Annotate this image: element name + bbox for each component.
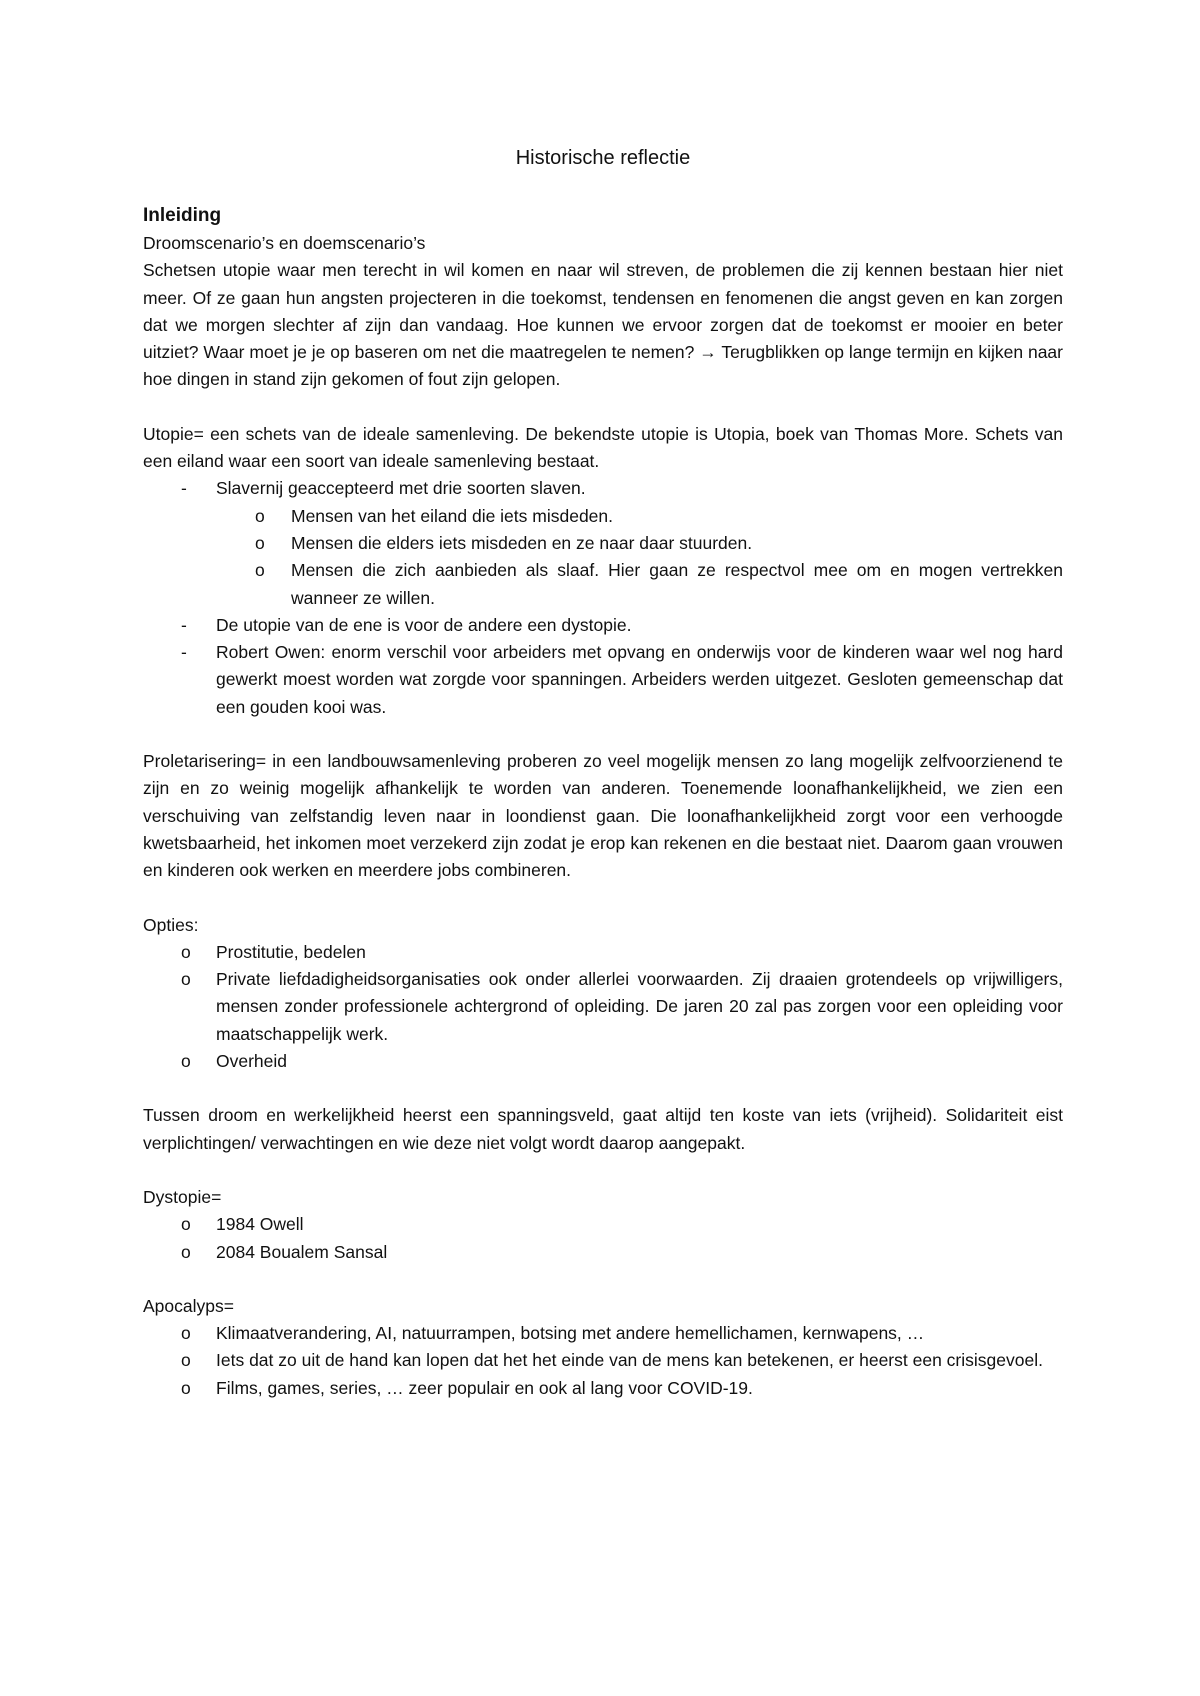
optie-text: Private liefdadigheidsorganisaties ook onder allerlei voorwaarden. Zij draaien grotendeels op vrijwilligers, mensen zonder professionele achtergrond of opleiding. De jaren 20 zal pas zorgen voor een opleiding voor maatschappelijk werk. bbox=[216, 969, 1063, 1044]
intro-paragraph: Schetsen utopie waar men terecht in wil komen en naar wil streven, de problemen die zij kennen bestaan hier niet meer. Of ze gaan hun angsten projecteren in die toekomst, tendensen en fenomenen die angst geven en kan zorgen dat we morgen slechter af zijn dan vandaag. Hoe kunnen we ervoor zorgen dat de toekomst er mooier en beter uitziet? Waar moet je je op baseren om net die maatregelen te nemen? → Terugblikken op lange termijn en kijken naar hoe dingen in stand zijn gekomen of fout zijn gelopen. bbox=[143, 260, 1063, 390]
owen-text: Robert Owen: enorm verschil voor arbeiders met opvang en onderwijs voor de kinderen waar wel nog hard gewerkt moest worden wat zorgde voor spanningen. Arbeiders werden uitgezet. Gesloten gemeenschap dat een gouden kooi was. bbox=[216, 642, 1063, 717]
list-item bbox=[143, 557, 1063, 612]
apocalyps-text: Iets dat zo uit de hand kan lopen dat het het einde van de mens kan betekenen, er heerst een crisisgevoel. bbox=[216, 1350, 1043, 1371]
bullet-marker: o bbox=[181, 1241, 191, 1262]
optie-text: Overheid bbox=[216, 1051, 288, 1072]
apocalyps-label: Apocalyps= bbox=[143, 1295, 234, 1316]
bullet-marker: o bbox=[181, 969, 191, 990]
dash-marker: - bbox=[181, 642, 187, 663]
list-item bbox=[143, 639, 1063, 721]
dash-marker: - bbox=[181, 478, 187, 499]
list-item bbox=[143, 1320, 1063, 1347]
list-item bbox=[143, 1239, 1063, 1266]
dystopie-text: 2084 Boualem Sansal bbox=[216, 1241, 388, 1262]
dystopie-label: Dystopie= bbox=[143, 1186, 222, 1207]
bullet-marker: o bbox=[181, 1323, 191, 1344]
bullet-marker: o bbox=[255, 505, 265, 526]
list-item bbox=[143, 1048, 1063, 1075]
list-item bbox=[143, 530, 1063, 557]
bullet-marker: o bbox=[255, 560, 265, 581]
utopie-definition: Utopie= een schets van de ideale samenleving. De bekendste utopie is Utopia, boek van Thomas More. Schets van een eiland waar een soort van ideale samenleving bestaat. bbox=[143, 423, 1063, 472]
slave-type-text: Mensen van het eiland die iets misdeden. bbox=[291, 505, 614, 526]
bullet-marker: o bbox=[181, 1350, 191, 1371]
slave-type-text: Mensen die zich aanbieden als slaaf. Hier gaan ze respectvol mee om en mogen vertrekken wanneer ze willen. bbox=[291, 560, 1063, 608]
section-subtitle: Droomscenario’s en doemscenario’s bbox=[143, 233, 426, 253]
list-item bbox=[143, 1375, 1063, 1402]
list-item bbox=[143, 939, 1063, 966]
list-item bbox=[143, 612, 1063, 639]
dash-marker: - bbox=[181, 614, 187, 635]
bullet-marker: o bbox=[181, 941, 191, 962]
bullet-marker: o bbox=[181, 1214, 191, 1235]
bullet-marker: o bbox=[255, 532, 265, 553]
document-title: Historische reflectie bbox=[515, 147, 691, 169]
list-item bbox=[143, 966, 1063, 1048]
optie-text: Prostitutie, bedelen bbox=[216, 941, 366, 962]
dystopia-note-text: De utopie van de ene is voor de andere een dystopie. bbox=[216, 614, 632, 635]
list-item bbox=[143, 1211, 1063, 1238]
section-heading: Inleiding bbox=[143, 205, 222, 226]
apocalyps-text: Films, games, series, … zeer populair en ook al lang voor COVID-19. bbox=[216, 1377, 753, 1398]
proletarisering-paragraph: Proletarisering= in een landbouwsamenleving proberen zo veel mogelijk mensen zo lang mogelijk zelfvoorzienend te zijn en zo weinig mogelijk afhankelijk te worden van anderen. Toenemende loonafhankelijkheid, we zien een verschuiving van zelfstandig leven naar in loondienst gaan. Die loonafhankelijkheid zorgt voor een verhoogde kwetsbaarheid, het inkomen moet verzekerd zijn zodat je erop kan rekenen en die bestaat niet. Daarom gaan vrouwen en kinderen ook werken en meerdere jobs combineren. bbox=[143, 751, 1063, 881]
slavery-text: Slavernij geaccepteerd met drie soorten slaven. bbox=[216, 478, 586, 499]
opties-label: Opties: bbox=[143, 914, 199, 935]
bullet-marker: o bbox=[181, 1051, 191, 1072]
dystopie-text: 1984 Owell bbox=[216, 1214, 304, 1235]
apocalyps-text: Klimaatverandering, AI, natuurrampen, botsing met andere hemellichamen, kernwapens, … bbox=[216, 1323, 925, 1344]
list-item bbox=[143, 475, 1063, 502]
list-item bbox=[143, 1347, 1063, 1374]
spanningsveld-paragraph: Tussen droom en werkelijkheid heerst een spanningsveld, gaat altijd ten koste van iets (vrijheid). Solidariteit eist verplichtingen/ verwachtingen en wie deze niet volgt wordt daarop aangepakt. bbox=[143, 1105, 1063, 1153]
bullet-marker: o bbox=[181, 1377, 191, 1398]
list-item bbox=[143, 503, 1063, 530]
slave-type-text: Mensen die elders iets misdeden en ze naar daar stuurden. bbox=[291, 532, 753, 553]
document-body bbox=[143, 201, 1063, 1402]
